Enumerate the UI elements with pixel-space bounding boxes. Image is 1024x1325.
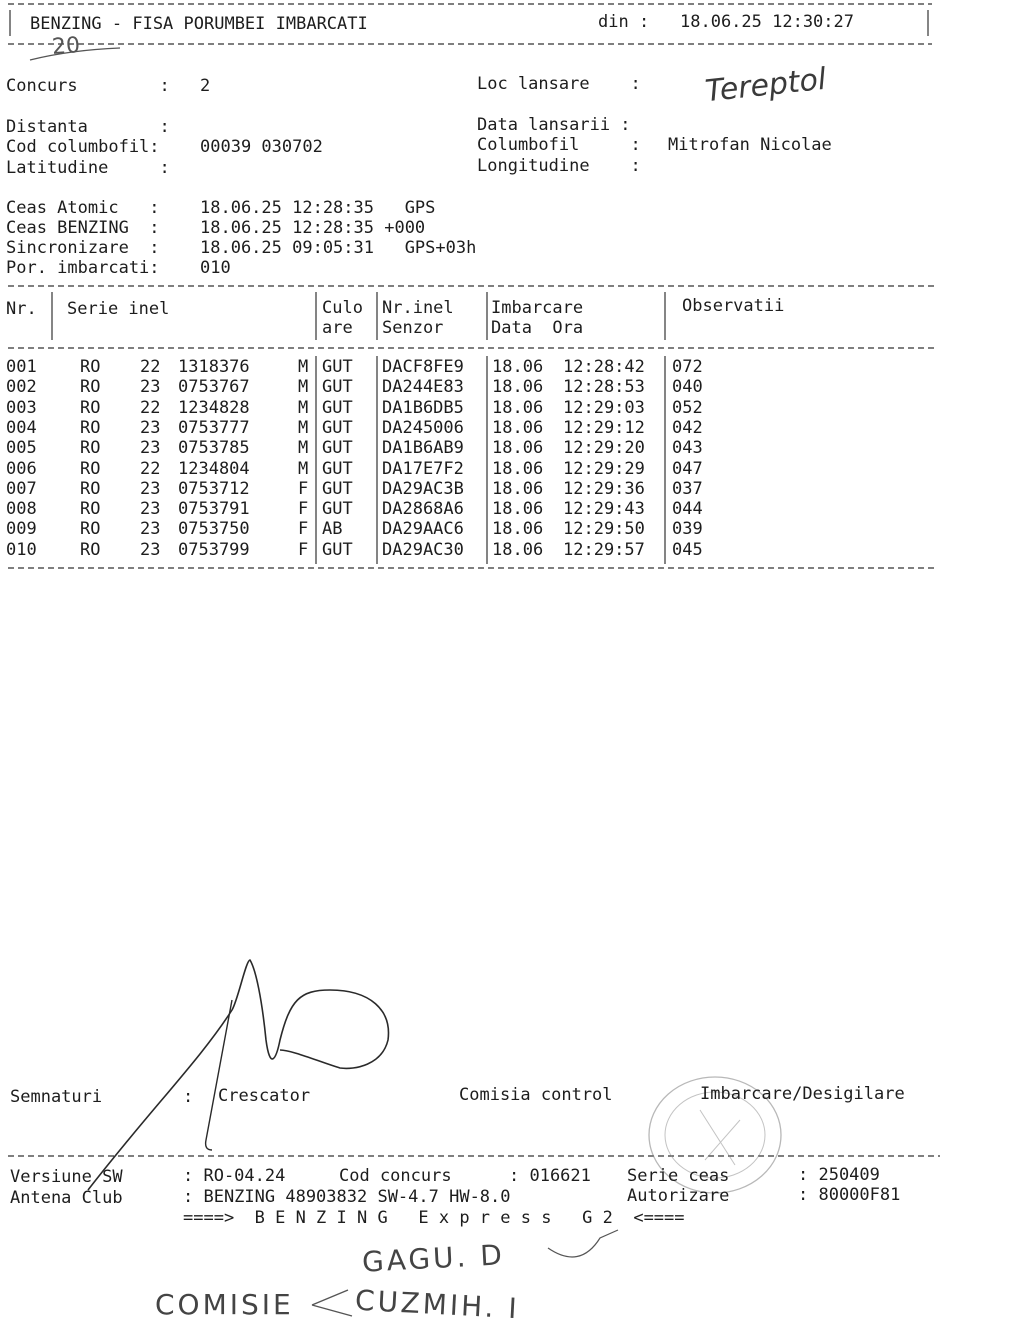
concurs-label: Concurs :: [6, 76, 170, 96]
document-title: BENZING - FISA PORUMBEI IMBARCATI: [30, 14, 368, 34]
cell-inel: 0753777: [178, 417, 250, 438]
cell-tara: RO: [80, 397, 101, 418]
cell-an: 23: [140, 519, 161, 540]
cell-tara: RO: [80, 458, 101, 479]
cell-sex: F: [298, 539, 309, 560]
cell-observatii: 039: [672, 519, 703, 540]
ceas-benzing-value: 18.06.25 12:28:35 +000: [200, 218, 426, 238]
cell-sex: M: [298, 458, 309, 479]
cell-inel: 1234804: [178, 458, 250, 479]
cod-columbofil-value: 00039 030702: [200, 137, 323, 157]
cell-tara: RO: [80, 357, 101, 377]
cell-an: 22: [140, 458, 161, 479]
cell-senzor: DA29AAC6: [382, 519, 464, 540]
imbarcare-desigilare-label: Imbarcare/Desigilare: [700, 1084, 905, 1104]
cell-senzor: DA1B6DB5: [382, 397, 464, 418]
data-lansarii-label: Data lansarii :: [477, 115, 631, 135]
cell-ora: 12:29:50: [563, 519, 645, 540]
cell-an: 23: [140, 377, 161, 398]
cell-nr: 001: [6, 357, 37, 377]
cell-ora: 12:28:42: [563, 357, 645, 377]
handwritten-number: 20: [51, 33, 81, 60]
din-label: din :: [598, 12, 650, 32]
cell-senzor: DA29AC30: [382, 539, 464, 560]
semnaturi-colon: :: [183, 1087, 194, 1107]
cell-nr: 006: [6, 458, 37, 479]
cell-sex: M: [298, 417, 309, 438]
cell-sex: M: [298, 397, 309, 418]
antena-club-value: : BENZING 48903832 SW-4.7 HW-8.0: [183, 1187, 511, 1207]
loc-lansare-handwritten: Tereptol: [703, 61, 828, 110]
handwritten-comisie: COMISIE: [155, 1288, 294, 1321]
cell-sex: F: [298, 519, 309, 540]
cell-an: 23: [140, 539, 161, 560]
cell-data: 18.06: [492, 499, 544, 520]
col-header-nr: Nr.: [6, 299, 37, 319]
cell-tara: RO: [80, 499, 101, 520]
cell-data: 18.06: [492, 438, 544, 459]
cell-culoare: GUT: [322, 478, 353, 499]
cell-tara: RO: [80, 438, 101, 459]
col-header-serie: Serie inel: [67, 299, 170, 319]
cell-culoare: AB: [322, 519, 343, 540]
comisia-control-label: Comisia control: [459, 1085, 613, 1105]
cell-data: 18.06: [492, 357, 544, 377]
cell-sex: F: [298, 499, 309, 520]
col-header-senzor: Senzor: [382, 318, 444, 338]
columbofil-name: Mitrofan Nicolae: [668, 135, 832, 155]
cell-ora: 12:29:12: [563, 417, 645, 438]
cell-data: 18.06: [492, 478, 544, 499]
din-timestamp: 18.06.25 12:30:27: [680, 12, 854, 32]
cell-tara: RO: [80, 478, 101, 499]
col-header-observatii: Observatii: [682, 296, 785, 316]
cell-culoare: GUT: [322, 397, 353, 418]
cell-observatii: 040: [672, 377, 703, 398]
cell-tara: RO: [80, 377, 101, 398]
semnaturi-label: Semnaturi: [10, 1087, 103, 1107]
col-header-imbarcare: Imbarcare: [491, 298, 584, 318]
cell-observatii: 052: [672, 397, 703, 418]
cell-culoare: GUT: [322, 438, 353, 459]
cell-observatii: 047: [672, 458, 703, 479]
cell-culoare: GUT: [322, 377, 353, 398]
sincronizare-value: 18.06.25 09:05:31 GPS+03h: [200, 238, 477, 258]
cell-senzor: DA17E7F2: [382, 458, 464, 479]
col-header-culoare: Culo: [322, 298, 363, 318]
autorizare-label: Autorizare: [627, 1186, 730, 1206]
crescator-label: Crescator: [218, 1086, 311, 1106]
handwritten-name-gagu: GAGU. D: [361, 1238, 506, 1279]
cod-columbofil-label: Cod columbofil:: [6, 137, 160, 157]
cell-culoare: GUT: [322, 499, 353, 520]
porumbei-imbarcati-value: 010: [200, 258, 231, 278]
benzing-banner: ====> B E N Z I N G E x p r e s s G 2 <====: [183, 1208, 685, 1228]
ceas-atomic-label: Ceas Atomic :: [6, 198, 160, 218]
cell-senzor: DA1B6AB9: [382, 438, 464, 459]
cell-ora: 12:28:53: [563, 377, 645, 398]
cell-senzor: DA29AC3B: [382, 478, 464, 499]
cod-concurs-value: : 016621: [509, 1166, 591, 1186]
ceas-benzing-label: Ceas BENZING :: [6, 218, 160, 238]
loc-lansare-label: Loc lansare :: [477, 74, 641, 94]
cell-observatii: 072: [672, 357, 703, 377]
cell-data: 18.06: [492, 377, 544, 398]
cell-inel: 0753712: [178, 478, 250, 499]
cell-sex: M: [298, 357, 309, 377]
cell-senzor: DA2868A6: [382, 499, 464, 520]
cell-inel: 1318376: [178, 357, 250, 377]
cell-observatii: 044: [672, 499, 703, 520]
cell-ora: 12:29:43: [563, 499, 645, 520]
cell-culoare: GUT: [322, 417, 353, 438]
cell-observatii: 045: [672, 539, 703, 560]
cell-ora: 12:29:57: [563, 539, 645, 560]
cell-observatii: 037: [672, 478, 703, 499]
cell-nr: 004: [6, 417, 37, 438]
cell-sex: M: [298, 377, 309, 398]
columbofil-label: Columbofil :: [477, 135, 641, 155]
cell-inel: 0753767: [178, 377, 250, 398]
cell-nr: 005: [6, 438, 37, 459]
cell-inel: 1234828: [178, 397, 250, 418]
cell-nr: 010: [6, 539, 37, 560]
cell-nr: 008: [6, 499, 37, 520]
sincronizare-label: Sincronizare :: [6, 238, 160, 258]
cell-an: 23: [140, 417, 161, 438]
cell-observatii: 042: [672, 417, 703, 438]
longitudine-label: Longitudine :: [477, 156, 641, 176]
cell-senzor: DACF8FE9: [382, 357, 464, 377]
cell-senzor: DA244E83: [382, 377, 464, 398]
antena-club-label: Antena Club: [10, 1188, 123, 1208]
handwritten-name-cuzmih: CUZMIH. I: [354, 1283, 521, 1325]
cell-nr: 007: [6, 478, 37, 499]
col-header-data-ora: Data Ora: [491, 318, 584, 338]
cell-ora: 12:29:29: [563, 458, 645, 479]
versiune-sw-value: : RO-04.24: [183, 1166, 286, 1186]
cell-ora: 12:29:36: [563, 478, 645, 499]
cell-culoare: GUT: [322, 458, 353, 479]
concurs-value: 2: [200, 76, 211, 96]
cell-culoare: GUT: [322, 357, 353, 377]
latitudine-label: Latitudine :: [6, 158, 170, 178]
cell-sex: F: [298, 478, 309, 499]
cell-tara: RO: [80, 519, 101, 540]
cell-nr: 009: [6, 519, 37, 540]
cell-an: 23: [140, 478, 161, 499]
cell-inel: 0753799: [178, 539, 250, 560]
cell-nr: 002: [6, 377, 37, 398]
cell-ora: 12:29:20: [563, 438, 645, 459]
cell-nr: 003: [6, 397, 37, 418]
cell-data: 18.06: [492, 458, 544, 479]
cell-culoare: GUT: [322, 539, 353, 560]
cell-an: 22: [140, 357, 161, 377]
cell-inel: 0753785: [178, 438, 250, 459]
cell-inel: 0753791: [178, 499, 250, 520]
serie-ceas-label: Serie ceas: [627, 1166, 730, 1186]
cell-senzor: DA245006: [382, 417, 464, 438]
distanta-label: Distanta :: [6, 117, 170, 137]
versiune-sw-label: Versiune SW: [10, 1167, 123, 1187]
autorizare-value: : 80000F81: [798, 1185, 901, 1205]
col-header-culoare-2: are: [322, 318, 353, 338]
cod-concurs-label: Cod concurs: [339, 1166, 452, 1186]
cell-inel: 0753750: [178, 519, 250, 540]
cell-tara: RO: [80, 417, 101, 438]
porumbei-imbarcati-label: Por. imbarcati:: [6, 258, 160, 278]
col-header-nrinel: Nr.inel: [382, 298, 454, 318]
cell-an: 23: [140, 438, 161, 459]
cell-data: 18.06: [492, 417, 544, 438]
serie-ceas-value: : 250409: [798, 1165, 880, 1185]
ceas-atomic-value: 18.06.25 12:28:35 GPS: [200, 198, 436, 218]
cell-data: 18.06: [492, 519, 544, 540]
cell-sex: M: [298, 438, 309, 459]
cell-an: 22: [140, 397, 161, 418]
cell-observatii: 043: [672, 438, 703, 459]
cell-data: 18.06: [492, 397, 544, 418]
cell-an: 23: [140, 499, 161, 520]
cell-tara: RO: [80, 539, 101, 560]
cell-data: 18.06: [492, 539, 544, 560]
cell-ora: 12:29:03: [563, 397, 645, 418]
